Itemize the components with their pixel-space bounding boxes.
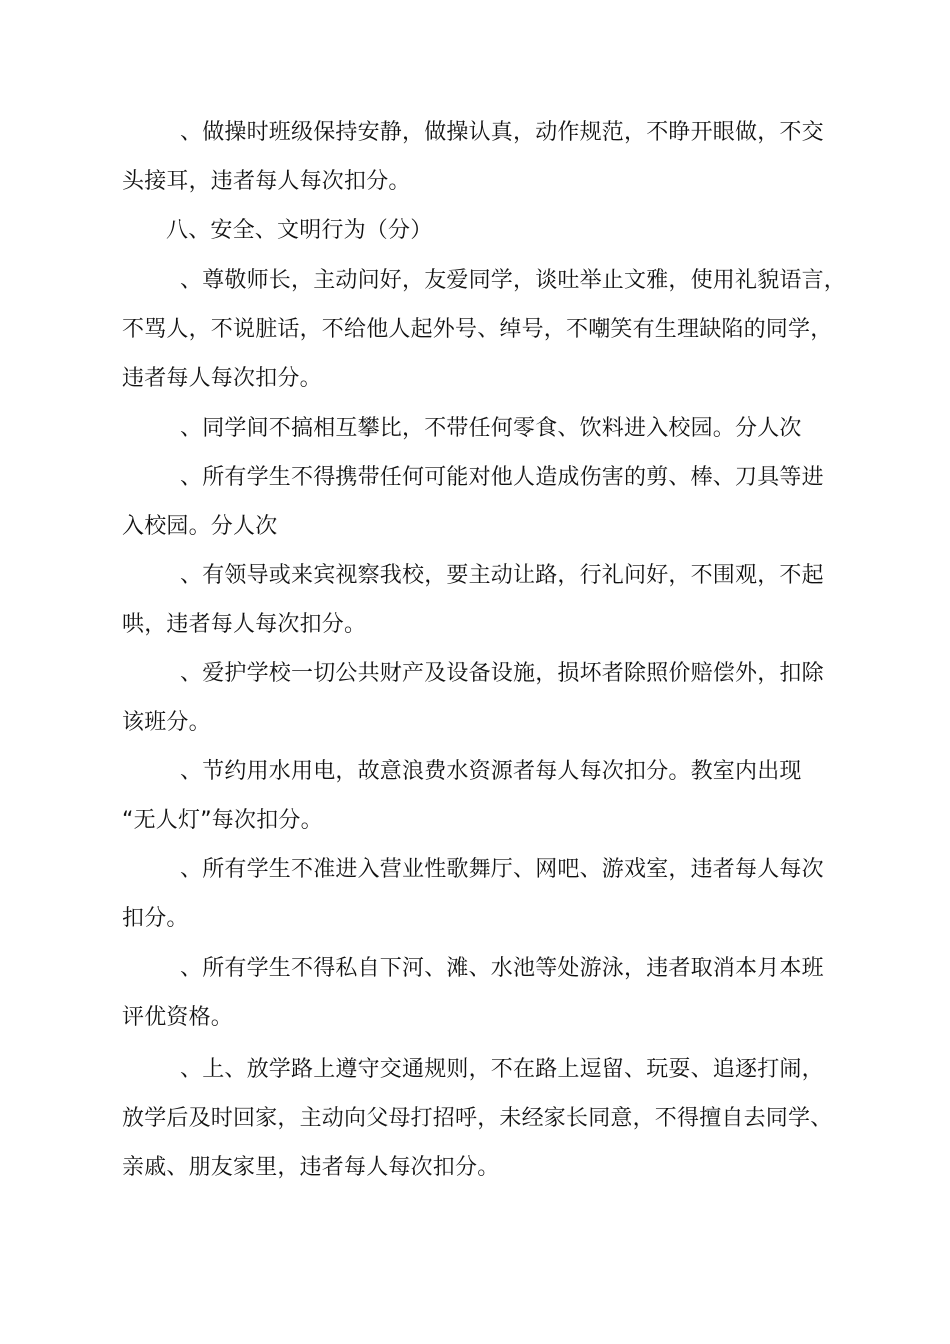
text-line: “无人灯”每次扣分。 (122, 808, 323, 833)
text-line: 、同学间不搞相互攀比，不带任何零食、饮料进入校园。分人次 (180, 416, 802, 441)
text-line: 、上、放学路上遵守交通规则，不在路上逗留、玩耍、追逐打闹， (180, 1057, 824, 1082)
text-line: 该班分。 (122, 710, 211, 735)
text-line: 入校园。分人次 (122, 514, 278, 539)
text-line: 亲戚、朋友家里，违者每人每次扣分。 (122, 1155, 500, 1180)
text-line: 放学后及时回家，主动向父母打招呼，未经家长同意，不得擅自去同学、 (122, 1106, 833, 1131)
text-line: 头接耳，违者每人每次扣分。 (122, 169, 411, 194)
text-line: 、所有学生不得私自下河、滩、水池等处游泳，违者取消本月本班 (180, 956, 824, 981)
text-line: 哄，违者每人每次扣分。 (122, 612, 367, 637)
section-heading: 八、安全、文明行为（分） (166, 218, 433, 243)
text-line: 、尊敬师长，主动问好，友爱同学，谈吐举止文雅，使用礼貌语言， (180, 268, 847, 293)
text-line: 、有领导或来宾视察我校，要主动让路，行礼问好，不围观，不起 (180, 563, 824, 588)
text-line: 、所有学生不准进入营业性歌舞厅、网吧、游戏室，违者每人每次 (180, 857, 824, 882)
text-line: 、做操时班级保持安静，做操认真，动作规范，不睁开眼做，不交 (180, 120, 824, 145)
text-line: 、爱护学校一切公共财产及设备设施，损坏者除照价赔偿外，扣除 (180, 661, 824, 686)
text-line: 评优资格。 (122, 1005, 234, 1030)
text-line: 扣分。 (122, 906, 189, 931)
text-line: 不骂人，不说脏话，不给他人起外号、绰号，不嘲笑有生理缺陷的同学， (122, 317, 833, 342)
text-line: 、节约用水用电，故意浪费水资源者每人每次扣分。教室内出现 (180, 759, 802, 784)
text-line: 、所有学生不得携带任何可能对他人造成伤害的剪、棒、刀具等进 (180, 465, 824, 490)
text-line: 违者每人每次扣分。 (122, 366, 322, 391)
